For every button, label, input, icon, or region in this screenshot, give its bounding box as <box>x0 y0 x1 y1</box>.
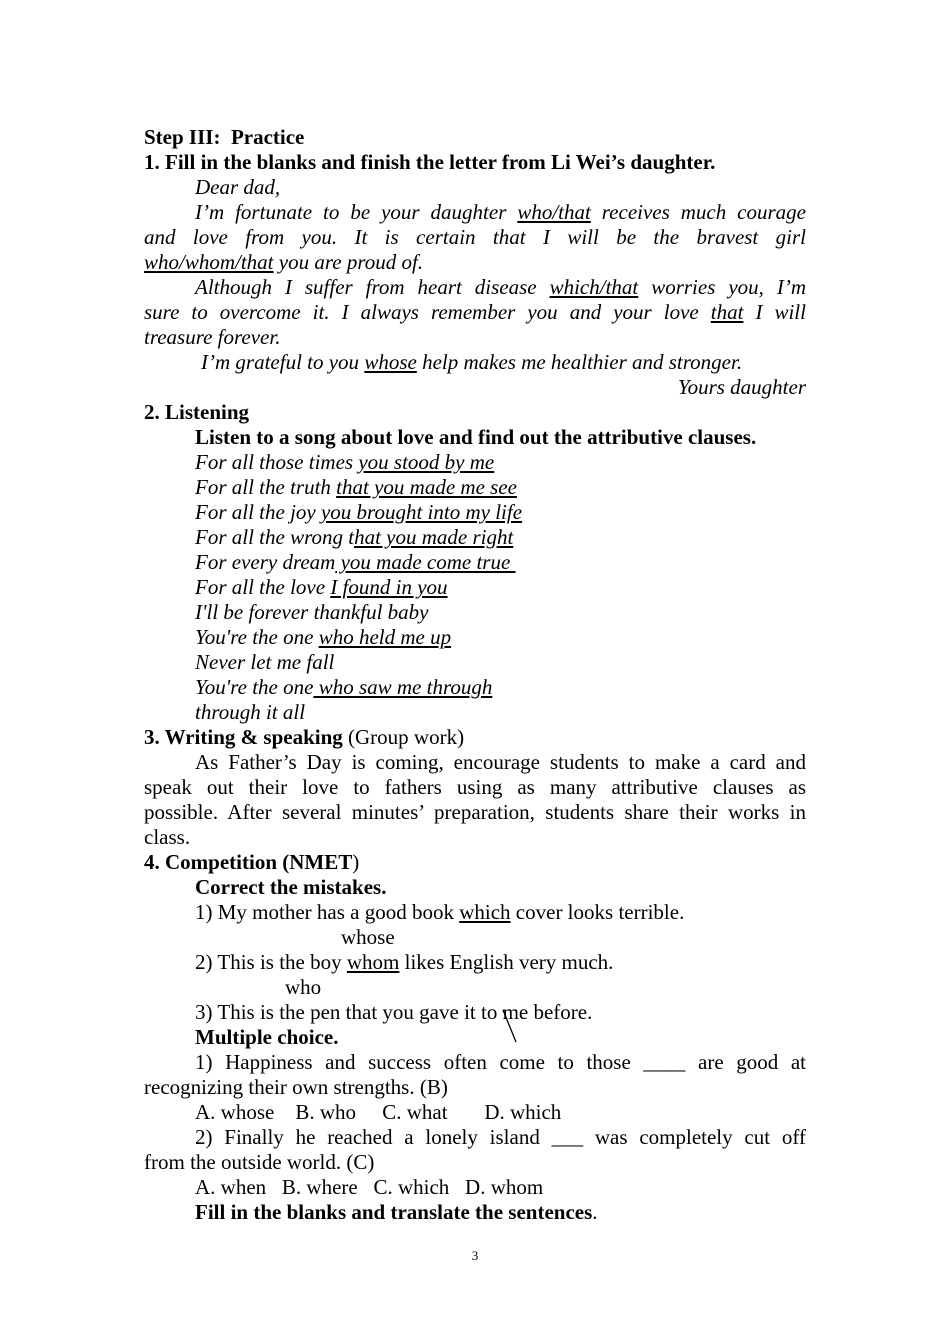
writing-line-3: possible. After several minutes’ preparation, students share their works in <box>144 800 806 824</box>
correction-item-2: 2) This is the boy whom likes English very much. <box>195 950 614 974</box>
page-number: 3 <box>471 1248 479 1263</box>
letter-line-1: I’m fortunate to be your daughter who/that receives much courage <box>195 200 806 224</box>
letter-line-4: Although I suffer from heart disease which/that worries you, I’m <box>195 275 807 299</box>
answer-blank: whose <box>364 350 417 374</box>
letter-line-7: I’m grateful to you whose help makes me healthier and stronger. <box>201 350 743 374</box>
letter-line-3: who/whom/that you are proud of. <box>144 250 424 274</box>
section-2-heading: 2. Listening <box>144 400 250 424</box>
fill-translate-title: Fill in the blanks and translate the sentences. <box>195 1200 598 1224</box>
lyric-line: For all those times you stood by me <box>195 450 495 474</box>
answer-blank: which/that <box>549 275 639 299</box>
correction-fix-2: who <box>285 975 322 999</box>
lyric-line: For all the wrong that you made right <box>195 525 514 549</box>
question-2-options: A. when B. where C. which D. whom <box>195 1175 544 1199</box>
lyric-line: For every dream you made come true <box>195 550 516 574</box>
step-name: Practice <box>230 125 305 149</box>
writing-line-1: As Father’s Day is coming, encourage students to make a card and <box>195 750 806 774</box>
letter-greeting: Dear dad, <box>195 175 281 199</box>
deletion-mark <box>500 1008 520 1044</box>
letter-line-5: sure to overcome it. I always remember you and your love that I will <box>144 300 806 324</box>
answer-blank: who/that <box>517 200 591 224</box>
lyric-line: For all the truth that you made me see <box>195 475 517 499</box>
section-1-heading: 1. Fill in the blanks and finish the letter from Li Wei’s daughter. <box>144 150 716 174</box>
group-work-note: (Group work) <box>342 725 465 749</box>
answer-blank: who/whom/that <box>144 250 274 274</box>
section-4-heading: 4. Competition (NMET) <box>144 850 360 874</box>
question-1-options: A. whose B. who C. what D. which <box>195 1100 562 1124</box>
lyric-line: For all the love I found in you <box>195 575 448 599</box>
correction-item-3: 3) This is the pen that you gave it to me before. <box>195 1000 593 1024</box>
lyric-line: You're the one who saw me through <box>195 675 493 699</box>
question-2-line-1: 2) Finally he reached a lonely island ___ was completely cut off <box>195 1125 806 1149</box>
listening-task: Listen to a song about love and find out the attributive clauses. <box>195 425 757 449</box>
multiple-choice-title: Multiple choice. <box>195 1025 339 1049</box>
question-1-line-2: recognizing their own strengths. (B) <box>144 1075 448 1099</box>
letter-line-2: and love from you. It is certain that I will be the bravest girl <box>144 225 806 249</box>
step-title: Step III: <box>144 125 221 149</box>
writing-line-2: speak out their love to fathers using as many attributive clauses as <box>144 775 806 799</box>
letter-signoff: Yours daughter <box>677 375 806 399</box>
writing-line-4: class. <box>144 825 191 849</box>
lyric-line: Never let me fall <box>195 650 335 674</box>
step-heading <box>144 125 304 150</box>
correction-fix-1: whose <box>341 925 395 949</box>
lyric-line: I'll be forever thankful baby <box>195 600 429 624</box>
question-1-line-1: 1) Happiness and success often come to those ____ are good at <box>195 1050 806 1074</box>
question-2-line-2: from the outside world. (C) <box>144 1150 375 1174</box>
lyric-line: through it all <box>195 700 306 724</box>
letter-line-6: treasure forever. <box>144 325 281 349</box>
section-3-heading: 3. Writing & speaking (Group work) <box>144 725 465 749</box>
correction-item-1: 1) My mother has a good book which cover looks terrible. <box>195 900 685 924</box>
correct-mistakes-title: Correct the mistakes. <box>195 875 387 899</box>
lyric-line: You're the one who held me up <box>195 625 452 649</box>
lyric-line: For all the joy you brought into my life <box>195 500 523 524</box>
answer-blank: that <box>710 300 744 324</box>
